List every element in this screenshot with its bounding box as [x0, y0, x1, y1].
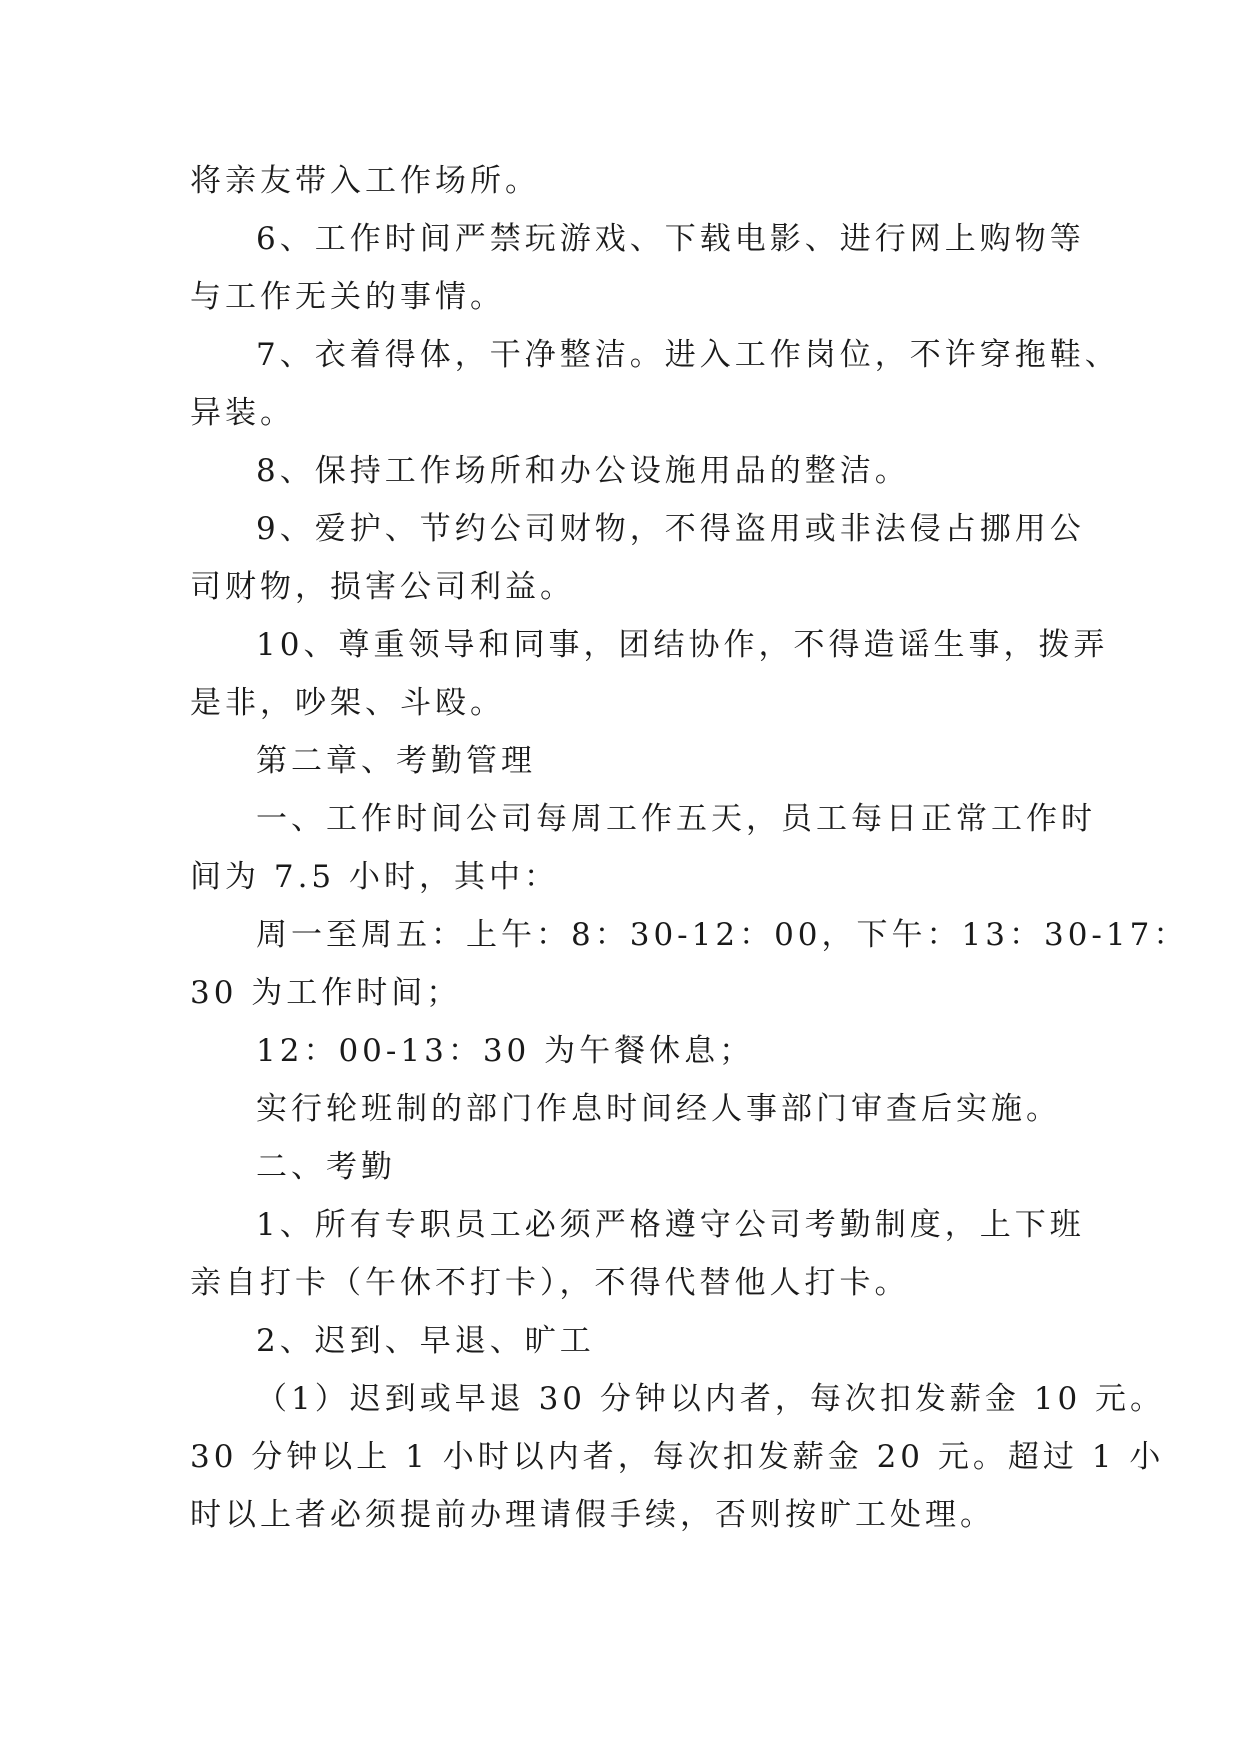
text-line: 时以上者必须提前办理请假手续，否则按旷工处理。 — [190, 1497, 995, 1533]
text-line: 8、保持工作场所和办公设施用品的整洁。 — [256, 453, 910, 489]
text-line: 周一至周五：上午：8：30-12：00，下午：13：30-17： — [256, 917, 1189, 953]
text-line: 1、所有专职员工必须严格遵守公司考勤制度，上下班 — [256, 1207, 1085, 1243]
text-line: 与工作无关的事情。 — [190, 279, 505, 315]
text-line: 10、尊重领导和同事，团结协作，不得造谣生事，拨弄 — [256, 627, 1109, 663]
text-line: 间为 7.5 小时，其中： — [190, 859, 560, 895]
text-line: 7、衣着得体，干净整洁。进入工作岗位，不许穿拖鞋、 — [256, 337, 1120, 373]
text-line: （1）迟到或早退 30 分钟以内者，每次扣发薪金 10 元。 — [256, 1381, 1166, 1417]
text-line: 异装。 — [190, 395, 295, 431]
text-line: 2、迟到、早退、旷工 — [256, 1323, 595, 1359]
text-line: 12：00-13：30 为午餐休息； — [256, 1033, 755, 1069]
text-line: 30 为工作时间； — [190, 975, 462, 1011]
section-heading: 二、考勤 — [256, 1149, 396, 1185]
text-line: 司财物，损害公司利益。 — [190, 569, 575, 605]
text-line: 9、爱护、节约公司财物，不得盗用或非法侵占挪用公 — [256, 511, 1085, 547]
text-line: 是非，吵架、斗殴。 — [190, 685, 505, 721]
text-line: 30 分钟以上 1 小时以内者，每次扣发薪金 20 元。超过 1 小 — [190, 1439, 1165, 1475]
chapter-heading: 第二章、考勤管理 — [256, 743, 536, 779]
text-line: 亲自打卡（午休不打卡），不得代替他人打卡。 — [190, 1265, 910, 1301]
text-line: 实行轮班制的部门作息时间经人事部门审查后实施。 — [256, 1091, 1061, 1127]
document-body — [190, 152, 1189, 1544]
text-line: 将亲友带入工作场所。 — [190, 163, 540, 199]
text-line: 6、工作时间严禁玩游戏、下载电影、进行网上购物等 — [256, 221, 1085, 257]
text-line: 一、工作时间公司每周工作五天，员工每日正常工作时 — [256, 801, 1096, 837]
